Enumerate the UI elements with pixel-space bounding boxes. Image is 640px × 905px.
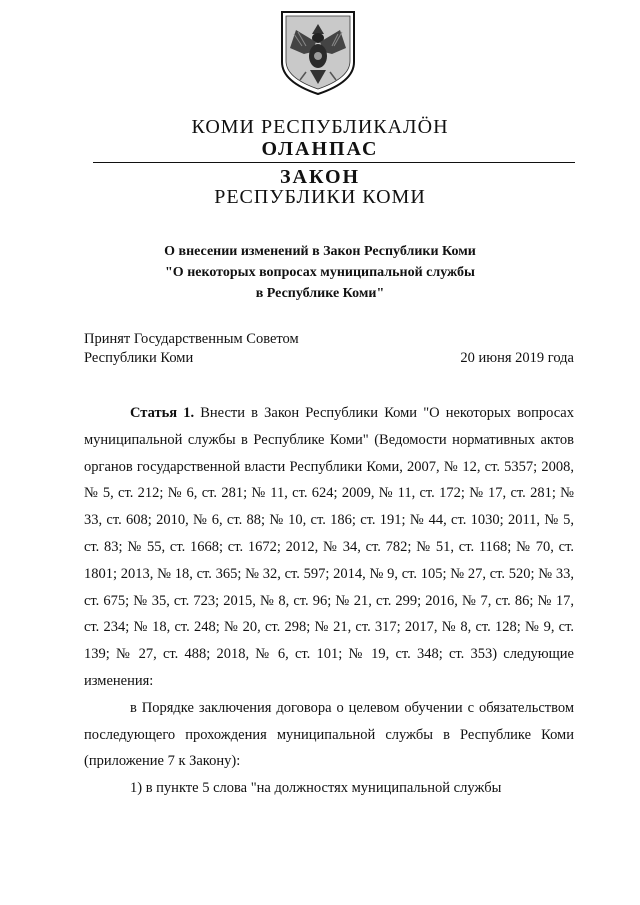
header-zakon: ЗАКОН (279, 166, 361, 188)
law-title-line: "О некоторых вопросах муниципальной службы (165, 265, 475, 280)
adopted-by: Принят Государственным Советом (84, 331, 299, 347)
header-respubliki-komi: РЕСПУБЛИКИ КОМИ (214, 186, 426, 208)
article-1-paragraph (84, 400, 574, 695)
article-text: Внести в Закон Республики Коми "О некоторых вопросах муниципальной службы в Республике Коми" (Ведомости нормативных актов органов государственной власти Республики Коми, 2007, № 12, ст. 5357; 2008, № 5, ст. 212; № 6, ст. 281; № 11, ст. 624; 2009, № 11, ст. 172; № 17, ст. 281; № 33, ст. 608; 2010, № 6, ст. 88; № 10, ст. 186; ст. 191; № 44, ст. 1030; 2011, № 5, ст. 83; № 55, ст. 1668; ст. 1672; 2012, № 34, ст. 782; № 51, ст. 1168; № 70, ст. 1801; 2013, № 18, ст. 365; № 32, ст. 597; 2014, № 9, ст. 105; № 27, ст. 520; № 33, ст. 675; № 35, ст. 723; 2015, № 8, ст. 96; № 21, ст. 299; 2016, № 7, ст. 86; № 17, ст. 234; № 18, ст. 248; № 20, ст. 298; № 21, ст. 317; 2017, № 8, ст. 128; № 9, ст. 139; № 27, ст. 488; 2018, № 6, ст. 101; № 19, ст. 348; ст. 353) следующие изменения: (84, 405, 574, 689)
article-label: Статья 1. (130, 405, 195, 421)
header-komi-republic-komi-language: КОМИ РЕСПУБЛИКАЛÖН (191, 116, 449, 138)
amendment-paragraph: в Порядке заключения договора о целевом обучении с обязательством последующего прохождения муниципальной службы в Республике Коми (приложение 7 к Закону): (84, 699, 574, 770)
amendment-item-1: 1) в пункте 5 слова "на должностях муниципальной службы (130, 780, 502, 797)
law-title (0, 241, 640, 304)
law-title-line: в Республике Коми" (255, 286, 385, 301)
adopted-by-continued: Республики Коми (84, 350, 194, 366)
coat-of-arms-emblem (276, 8, 360, 96)
header-olanpas: ОЛАНПАС (261, 138, 379, 160)
header-divider (93, 162, 575, 163)
adoption-block (84, 330, 574, 368)
adoption-date: 20 июня 2019 года (460, 350, 574, 366)
law-body (84, 400, 574, 802)
law-title-line: О внесении изменений в Закон Республики Коми (164, 244, 476, 259)
